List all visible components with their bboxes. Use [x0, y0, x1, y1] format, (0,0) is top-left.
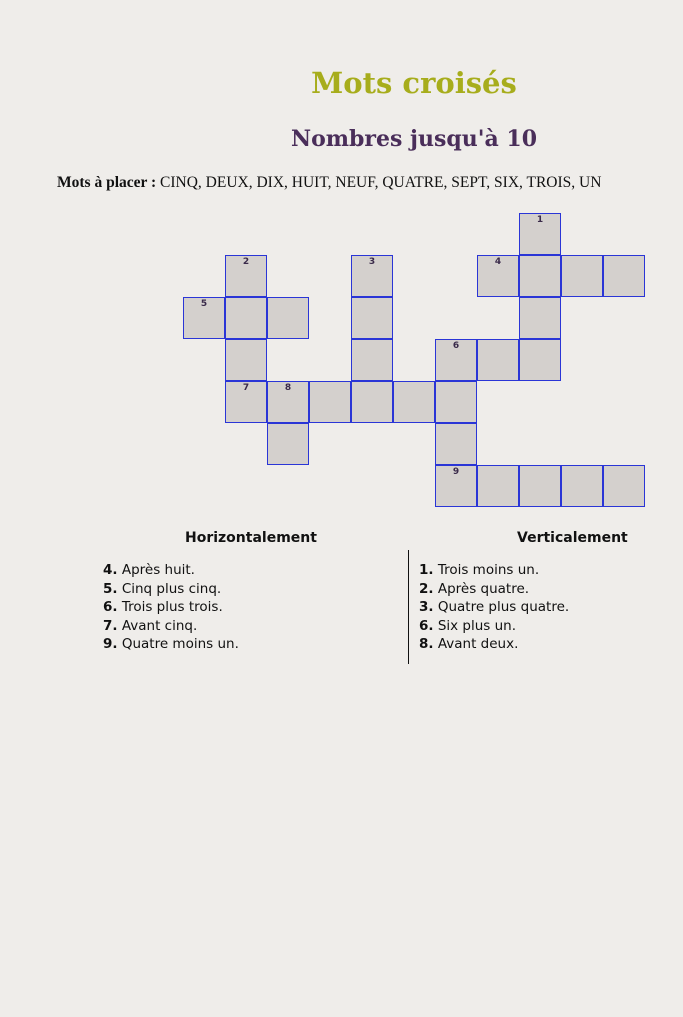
- clue-number: 5.: [103, 580, 118, 597]
- crossword-cell[interactable]: [519, 339, 561, 381]
- clue-number: 9: [452, 467, 460, 477]
- crossword-cell[interactable]: [225, 381, 267, 423]
- clue-text: Quatre plus quatre.: [437, 599, 570, 615]
- clue-number: 1.: [419, 562, 434, 578]
- clue-number: 4.: [103, 562, 118, 578]
- clue-number: 2: [242, 257, 250, 267]
- crossword-cell[interactable]: [351, 255, 393, 297]
- clue-number: 2.: [419, 580, 434, 597]
- clue-item: [419, 561, 569, 580]
- clue-number: 4: [494, 257, 502, 267]
- crossword-cell[interactable]: [351, 381, 393, 423]
- across-heading: Horizontalement: [185, 530, 317, 546]
- clue-number: 9.: [103, 636, 118, 652]
- clue-text: Avant cinq.: [121, 617, 198, 634]
- crossword-cell[interactable]: [435, 465, 477, 507]
- down-heading: Verticalement: [517, 530, 628, 546]
- clue-text: Après huit.: [121, 562, 195, 578]
- clue-text: Quatre moins un.: [121, 636, 239, 652]
- clue-number: 6.: [103, 599, 118, 615]
- crossword-cell[interactable]: [393, 381, 435, 423]
- crossword-cell[interactable]: [435, 339, 477, 381]
- clue-number: 6.: [419, 617, 434, 634]
- crossword-cell[interactable]: [351, 339, 393, 381]
- clue-text: Avant deux.: [437, 636, 519, 652]
- crossword-cell[interactable]: [603, 465, 645, 507]
- clue-number: 8: [284, 383, 292, 393]
- clue-item: [103, 635, 239, 654]
- crossword-cell[interactable]: [435, 381, 477, 423]
- clue-item: [419, 617, 569, 636]
- clue-number: 6: [452, 341, 460, 351]
- clue-text: Après quatre.: [437, 580, 530, 597]
- clue-text: Six plus un.: [437, 617, 517, 634]
- column-divider: [408, 550, 409, 664]
- across-clues: [103, 561, 239, 654]
- crossword-cell[interactable]: [267, 423, 309, 465]
- crossword-cell[interactable]: [603, 255, 645, 297]
- clue-number: 1: [536, 215, 544, 225]
- crossword-cell[interactable]: [519, 465, 561, 507]
- crossword-cell[interactable]: [519, 213, 561, 255]
- page-subtitle: Nombres jusqu'à 10: [290, 126, 538, 152]
- crossword-cell[interactable]: [183, 297, 225, 339]
- clue-text: Trois moins un.: [437, 562, 540, 578]
- clue-number: 8.: [419, 636, 434, 652]
- crossword-cell[interactable]: [561, 465, 603, 507]
- clue-item: [103, 598, 239, 617]
- clue-number: 7: [242, 383, 250, 393]
- clue-text: Trois plus trois.: [121, 599, 223, 615]
- clue-number: 7.: [103, 617, 118, 634]
- crossword-cell[interactable]: [519, 255, 561, 297]
- clue-item: [419, 598, 569, 617]
- clue-text: Cinq plus cinq.: [121, 580, 222, 597]
- clue-number: 5: [200, 299, 208, 309]
- crossword-cell[interactable]: [519, 297, 561, 339]
- crossword-cell[interactable]: [225, 297, 267, 339]
- crossword-cell[interactable]: [477, 339, 519, 381]
- crossword-cell[interactable]: [309, 381, 351, 423]
- crossword-cell[interactable]: [225, 255, 267, 297]
- clue-item: [103, 561, 239, 580]
- crossword-cell[interactable]: [267, 381, 309, 423]
- crossword-cell[interactable]: [267, 297, 309, 339]
- page-title: Mots croisés: [311, 66, 517, 100]
- crossword-cell[interactable]: [477, 255, 519, 297]
- crossword-cell[interactable]: [351, 297, 393, 339]
- clue-item: [419, 580, 569, 599]
- crossword-cell[interactable]: [225, 339, 267, 381]
- crossword-cell[interactable]: [561, 255, 603, 297]
- word-bank-list: CINQ, DEUX, DIX, HUIT, NEUF, QUATRE, SEPT, SIX, TROIS, UN: [160, 174, 602, 191]
- clue-item: [103, 617, 239, 636]
- crossword-cell[interactable]: [477, 465, 519, 507]
- clue-number: 3.: [419, 599, 434, 615]
- word-bank-label: Mots à placer :: [57, 174, 157, 191]
- clue-number: 3: [368, 257, 376, 267]
- clue-item: [419, 635, 569, 654]
- clue-item: [103, 580, 239, 599]
- down-clues: [419, 561, 569, 654]
- crossword-cell[interactable]: [435, 423, 477, 465]
